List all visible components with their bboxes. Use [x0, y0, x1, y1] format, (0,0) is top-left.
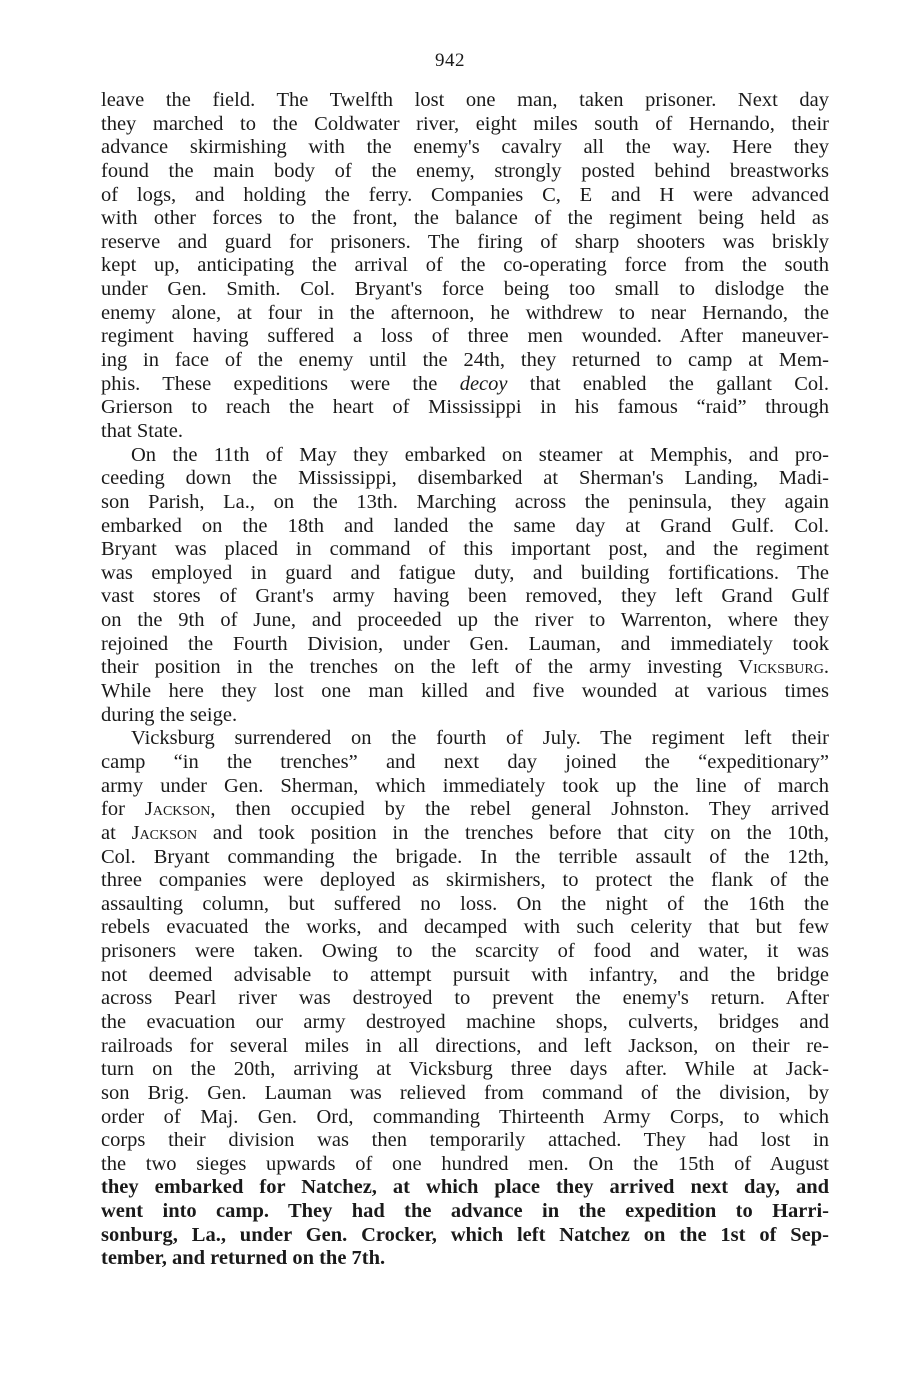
text-line: on the 9th of June, and proceeded up the river to Warrenton, where they: [101, 609, 829, 632]
text-line: leave the field. The Twelfth lost one man, taken prisoner. Next day: [101, 89, 829, 111]
small-caps-word: Jackson: [131, 821, 198, 844]
text-line: found the main body of the enemy, strongly posted behind breastworks: [101, 159, 829, 182]
text-line: [101, 798, 829, 822]
text-line: three companies were deployed as skirmishers, to protect the flank of the: [101, 869, 829, 892]
text-line: went into camp. They had the advance in the expedition to Harri-: [101, 1200, 829, 1223]
text-line: they embarked for Natchez, at which place they arrived next day, and: [101, 1176, 829, 1199]
text-line: that State.: [101, 419, 183, 442]
paragraph-1: [101, 89, 829, 444]
text-segment: that enabled the gallant Col.: [507, 372, 829, 395]
text-line: they marched to the Coldwater river, eight miles south of Hernando, their: [101, 112, 829, 135]
text-line: regiment having suffered a loss of three men wounded. After maneuver-: [101, 325, 829, 348]
text-line: rebels evacuated the works, and decamped with such celerity that but few: [101, 916, 829, 939]
text-line: [101, 656, 829, 680]
text-line: prisoners were taken. Owing to the scarcity of food and water, it was: [101, 940, 829, 963]
text-line: While here they lost one man killed and five wounded at various times: [101, 680, 829, 703]
text-line: the evacuation our army destroyed machine shops, culverts, bridges and: [101, 1010, 829, 1033]
paragraph-2: [101, 444, 829, 728]
text-segment: phis. These expeditions were the: [101, 372, 460, 395]
text-segment: their position in the trenches on the left of the army investing: [101, 656, 739, 679]
body-text: [101, 89, 829, 1271]
text-line: vast stores of Grant's army having been removed, they left Grand Gulf: [101, 585, 829, 608]
text-segment: , then occupied by the rebel general Johnston. They arrived: [210, 798, 829, 821]
text-line: kept up, anticipating the arrival of the co-operating force from the south: [101, 254, 829, 277]
text-line: corps their division was then temporarily attached. They had lost in: [101, 1129, 829, 1152]
text-line: Grierson to reach the heart of Mississippi in his famous “raid” through: [101, 396, 829, 419]
text-line: [101, 822, 829, 846]
text-line: army under Gen. Sherman, which immediately took up the line of march: [101, 774, 829, 797]
text-line: Col. Bryant commanding the brigade. In the terrible assault of the 12th,: [101, 845, 829, 868]
text-line: assaulting column, but suffered no loss. On the night of the 16th the: [101, 892, 829, 915]
text-line: during the seige.: [101, 703, 238, 726]
text-line: railroads for several miles in all directions, and left Jackson, on their re-: [101, 1034, 829, 1057]
text-line: [101, 373, 829, 397]
text-segment: for: [101, 798, 145, 821]
text-line: tember, and returned on the 7th.: [101, 1247, 386, 1270]
text-line: across Pearl river was destroyed to prevent the enemy's return. After: [101, 987, 829, 1010]
text-line: of logs, and holding the ferry. Companies C, E and H were advanced: [101, 183, 829, 206]
text-line: ing in face of the enemy until the 24th, they returned to camp at Mem-: [101, 349, 829, 372]
page-number: 942: [435, 50, 465, 71]
text-line: rejoined the Fourth Division, under Gen. Lauman, and immediately took: [101, 632, 829, 655]
italic-word: decoy: [459, 372, 508, 395]
text-line: Bryant was placed in command of this important post, and the regiment: [101, 538, 829, 561]
text-line: under Gen. Smith. Col. Bryant's force being too small to dislodge the: [101, 278, 829, 301]
text-line: with other forces to the front, the balance of the regiment being held as: [101, 207, 829, 230]
small-caps-word: Vicksburg.: [738, 656, 829, 679]
text-line: son Parish, La., on the 13th. Marching across the peninsula, they again: [101, 490, 829, 513]
paragraph-3: [101, 727, 829, 1271]
small-caps-word: Jackson: [144, 798, 211, 821]
text-line: turn on the 20th, arriving at Vicksburg three days after. While at Jack-: [101, 1058, 829, 1081]
text-line: was employed in guard and fatigue duty, and building fortifications. The: [101, 561, 829, 584]
text-line: On the 11th of May they embarked on steamer at Memphis, and pro-: [131, 443, 829, 466]
text-line: enemy alone, at four in the afternoon, he withdrew to near Hernando, the: [101, 301, 829, 324]
text-line: not deemed advisable to attempt pursuit with infantry, and the bridge: [101, 963, 829, 986]
text-line: ceeding down the Mississippi, disembarked at Sherman's Landing, Madi-: [101, 467, 829, 490]
text-line: the two sieges upwards of one hundred men. On the 15th of August: [101, 1152, 829, 1175]
text-segment: and took position in the trenches before that city on the 10th,: [197, 821, 830, 844]
text-line: advance skirmishing with the enemy's cavalry all the way. Here they: [101, 136, 829, 159]
text-line: order of Maj. Gen. Ord, commanding Thirteenth Army Corps, to which: [101, 1105, 829, 1128]
text-line: camp “in the trenches” and next day joined the “expeditionary”: [101, 750, 829, 773]
text-line: Vicksburg surrendered on the fourth of July. The regiment left their: [131, 727, 829, 750]
text-segment: at: [101, 821, 132, 844]
text-line: embarked on the 18th and landed the same day at Grand Gulf. Col.: [101, 514, 829, 537]
text-line: son Brig. Gen. Lauman was relieved from command of the division, by: [101, 1081, 829, 1104]
text-line: sonburg, La., under Gen. Crocker, which left Natchez on the 1st of Sep-: [101, 1223, 829, 1246]
text-line: reserve and guard for prisoners. The firing of sharp shooters was briskly: [101, 230, 829, 253]
